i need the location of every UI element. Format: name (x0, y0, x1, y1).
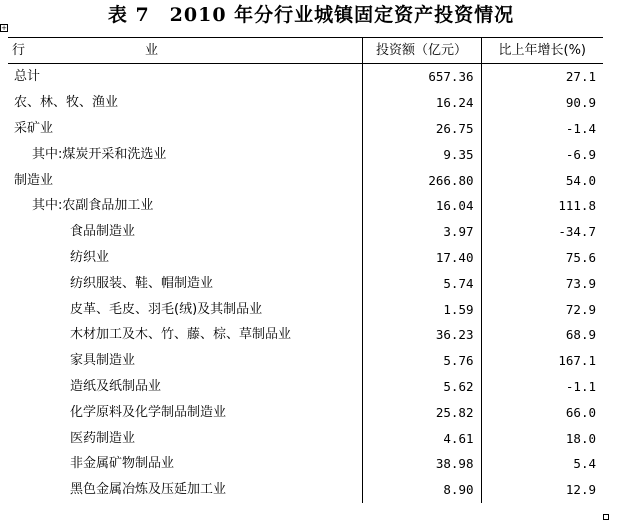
row-growth-value: 18.0 (565, 430, 596, 446)
row-sector-label: 农、林、牧、渔业 (8, 90, 362, 116)
row-growth-value: 54.0 (565, 172, 596, 188)
row-investment-value: 266.80 (362, 167, 481, 193)
row-growth-value: -6.9 (565, 146, 596, 162)
row-sector-label: 黑色金属冶炼及压延加工业 (8, 477, 362, 503)
row-growth-value: -1.1 (565, 378, 596, 394)
row-investment-value: 16.24 (362, 90, 481, 116)
row-growth-value: 66.0 (565, 404, 596, 420)
table-header-row (8, 38, 603, 64)
row-growth-value: -34.7 (558, 224, 596, 240)
row-sector-label: 食品制造业 (8, 219, 362, 245)
row-investment-value: 16.04 (362, 193, 481, 219)
row-sector-label: 皮革、毛皮、羽毛(绒)及其制品业 (8, 296, 362, 322)
header-investment: 投资额（亿元） (362, 38, 481, 64)
table-row (8, 374, 603, 400)
table-row (8, 193, 603, 219)
row-growth-value: 75.6 (565, 249, 596, 265)
row-sector-label: 家具制造业 (8, 348, 362, 374)
row-sector-label: 木材加工及木、竹、藤、棕、草制品业 (8, 322, 362, 348)
row-sector-label: 医药制造业 (8, 425, 362, 451)
row-sector-label: 化学原料及化学制品制造业 (8, 399, 362, 425)
row-growth-value: 111.8 (558, 198, 596, 214)
table-row (8, 425, 603, 451)
table-row (8, 245, 603, 271)
row-investment-value: 36.23 (362, 322, 481, 348)
row-investment-value: 4.61 (362, 425, 481, 451)
row-investment-value: 38.98 (362, 451, 481, 477)
row-growth-value: -1.4 (565, 120, 596, 136)
table-row (8, 141, 603, 167)
table-row (8, 116, 603, 142)
row-investment-value: 5.62 (362, 374, 481, 400)
header-sector-part2: 业 (145, 43, 159, 58)
header-sector-part1: 行 (12, 43, 26, 58)
row-sector-label: 其中:农副食品加工业 (8, 193, 362, 219)
row-sector-label: 其中:煤炭开采和洗选业 (8, 141, 362, 167)
row-sector-label: 造纸及纸制品业 (8, 374, 362, 400)
row-sector-label: 采矿业 (8, 116, 362, 142)
row-growth-value: 68.9 (565, 327, 596, 343)
row-investment-value: 9.35 (362, 141, 481, 167)
row-growth-value: 73.9 (565, 275, 596, 291)
row-investment-value: 1.59 (362, 296, 481, 322)
row-growth-value: 72.9 (565, 301, 596, 317)
row-investment-value: 17.40 (362, 245, 481, 271)
row-sector-label: 非金属矿物制品业 (8, 451, 362, 477)
table-body (8, 64, 603, 503)
page-title: 表 7 2010 年分行业城镇固定资产投资情况 (107, 4, 515, 26)
row-sector-label: 纺织业 (8, 245, 362, 271)
table-row (8, 477, 603, 503)
table-row (8, 451, 603, 477)
investment-table (8, 37, 603, 503)
table-row (8, 348, 603, 374)
row-investment-value: 8.90 (362, 477, 481, 503)
row-growth-value: 167.1 (558, 353, 596, 369)
header-growth: 比上年增长(%) (481, 38, 603, 64)
row-growth-value: 12.9 (565, 482, 596, 498)
row-investment-value: 26.75 (362, 116, 481, 142)
row-growth-value: 5.4 (573, 456, 596, 472)
row-sector-label: 制造业 (8, 167, 362, 193)
row-investment-value: 3.97 (362, 219, 481, 245)
table-row (8, 399, 603, 425)
table-row (8, 219, 603, 245)
table-row (8, 322, 603, 348)
table-row (8, 167, 603, 193)
table-row (8, 90, 603, 116)
row-growth-value: 27.1 (565, 69, 596, 85)
row-investment-value: 5.74 (362, 270, 481, 296)
row-growth-value: 90.9 (565, 95, 596, 111)
table-anchor-icon[interactable]: + (1, 24, 7, 32)
row-sector-label: 总计 (8, 64, 362, 90)
header-sector (8, 38, 362, 64)
table-row (8, 64, 603, 90)
row-sector-label: 纺织服装、鞋、帽制造业 (8, 270, 362, 296)
resize-handle-icon[interactable] (603, 514, 609, 520)
row-investment-value: 657.36 (362, 64, 481, 90)
table-row (8, 270, 603, 296)
row-investment-value: 25.82 (362, 399, 481, 425)
row-investment-value: 5.76 (362, 348, 481, 374)
table-row (8, 296, 603, 322)
